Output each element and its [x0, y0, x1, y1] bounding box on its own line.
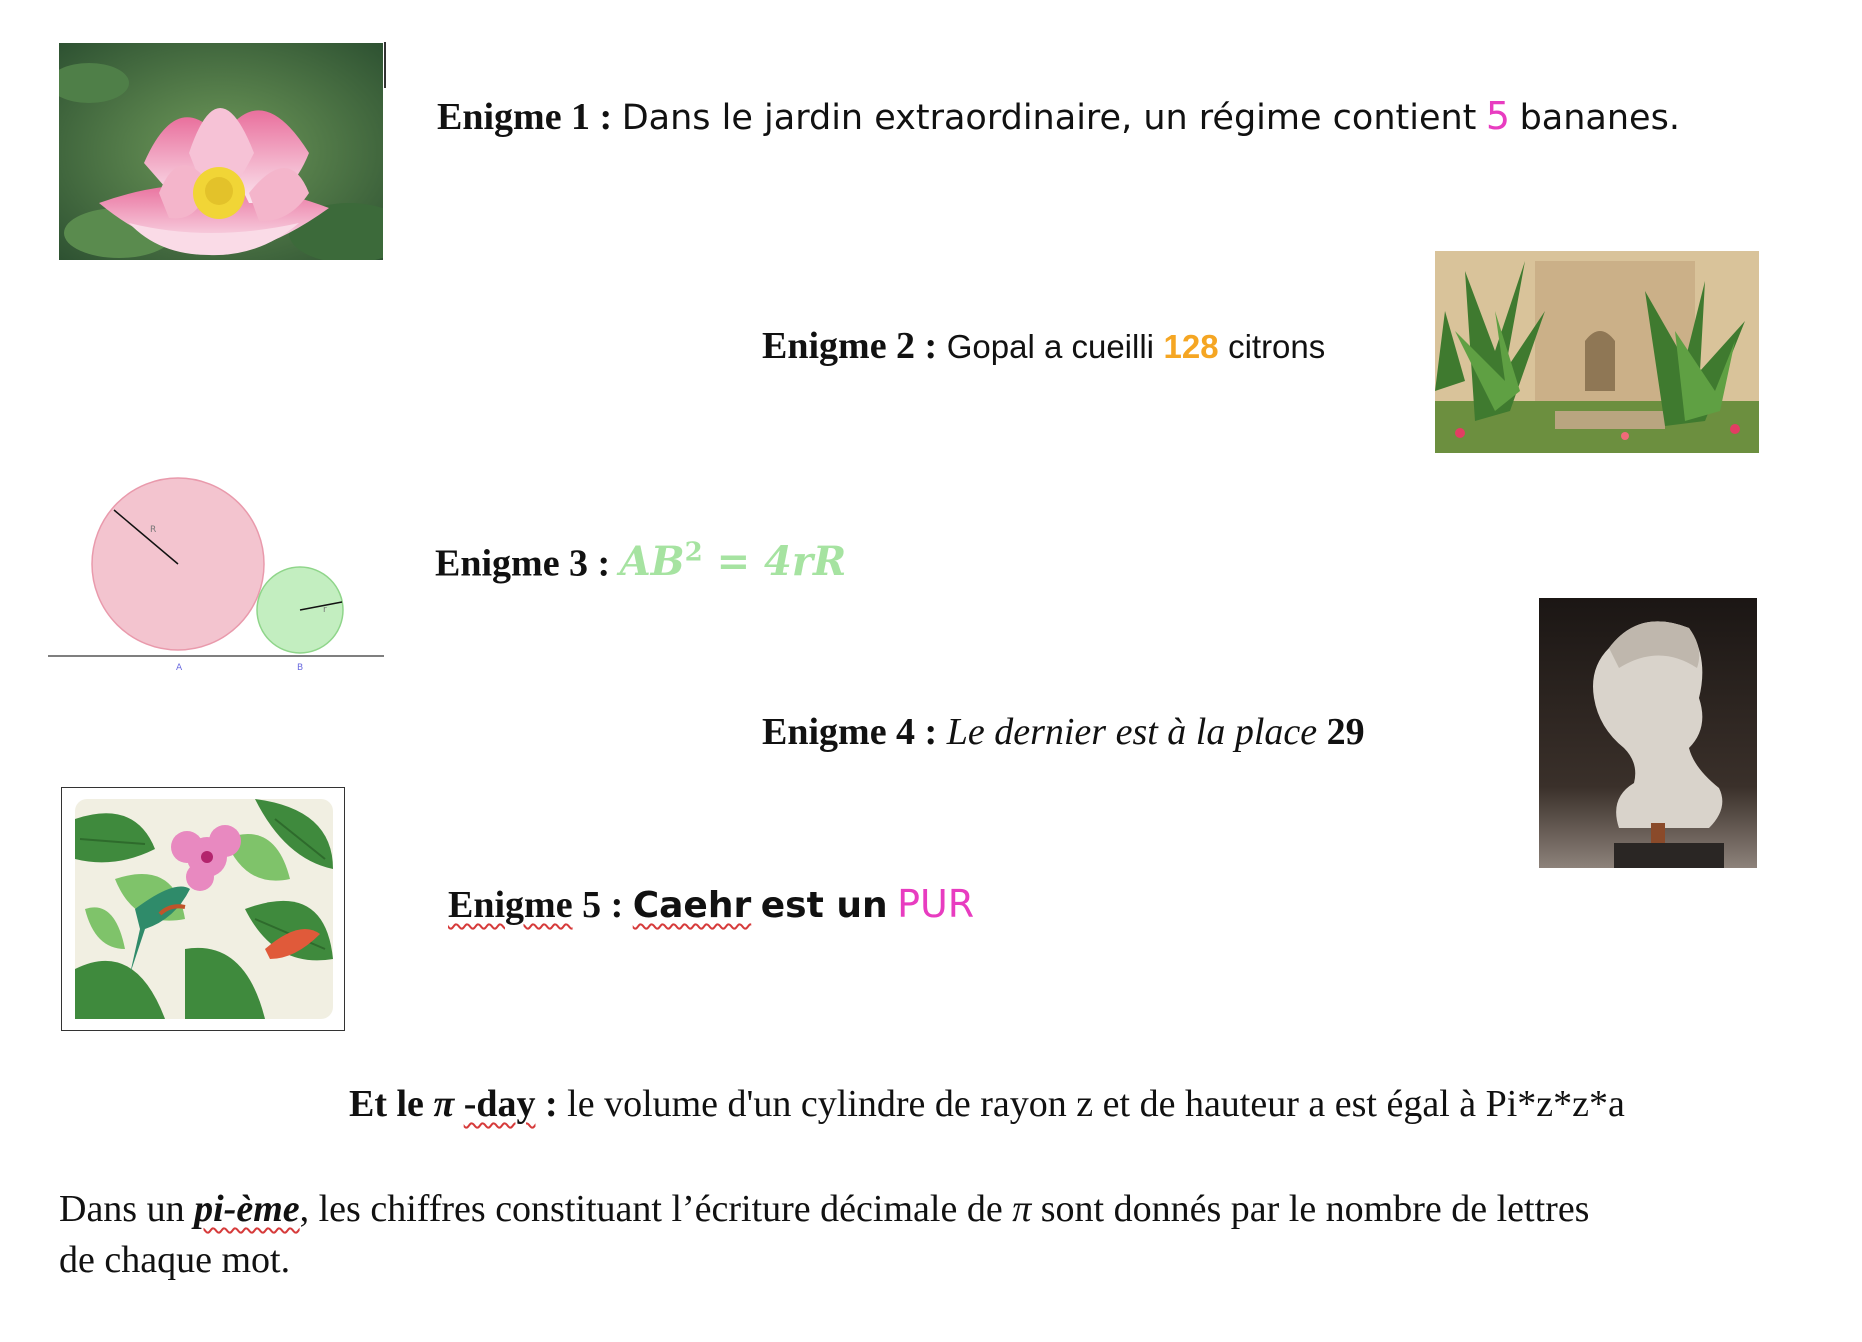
bust-image — [1539, 598, 1757, 868]
enigme-2-number: 128 — [1163, 328, 1219, 365]
enigme-5-text: est un — [760, 885, 888, 926]
enigme-5-label-word: Enigme — [448, 884, 573, 926]
enigme-3 — [435, 538, 846, 585]
enigme-1-label: Enigme 1 : — [437, 96, 613, 138]
pieme-term: pi-ème — [194, 1188, 300, 1230]
enigme-3-label: Enigme 3 : — [435, 542, 611, 585]
point-b-label: B — [297, 663, 304, 673]
formula-lhs: AB — [619, 538, 685, 586]
enigme-1 — [437, 94, 1680, 139]
enigme-5-highlight: PUR — [897, 882, 975, 926]
enigme-5 — [448, 882, 974, 927]
enigme-4-number: 29 — [1326, 711, 1365, 753]
pi-day-day: -day — [463, 1083, 536, 1125]
pi-symbol: π — [433, 1083, 455, 1125]
enigme-1-text: Dans le jardin extraordinaire, un régime contient — [621, 98, 1477, 138]
enigme-3-formula — [620, 538, 846, 585]
enigme-2-text: Gopal a cueilli — [946, 328, 1154, 365]
pi-day-colon: : — [544, 1083, 558, 1125]
enigme-4-text: Le dernier est à la place — [946, 711, 1318, 753]
small-radius-label: r — [323, 605, 327, 615]
enigme-2-text-after: citrons — [1228, 328, 1326, 365]
enigme-4 — [762, 710, 1365, 754]
pi-day-line — [349, 1082, 1625, 1126]
pi-day-text: le volume d'un cylindre de rayon z et de hauteur a est égal à Pi*z*z*a — [567, 1083, 1625, 1125]
tropical-image — [61, 787, 345, 1031]
enigme-1-text-after: bananes. — [1519, 98, 1680, 138]
formula-rhs: = 4rR — [716, 538, 847, 586]
pieme-after-pi: sont donnés par le nombre de lettres — [1040, 1188, 1590, 1230]
big-radius-label: R — [150, 525, 157, 535]
pieme-before: Dans un — [59, 1188, 185, 1230]
enigme-2 — [762, 324, 1325, 368]
lotus-image — [59, 43, 383, 260]
enigme-4-label: Enigme 4 : — [762, 711, 938, 753]
enigme-5-word: Caehr — [632, 885, 752, 926]
formula-exponent: 2 — [684, 538, 703, 568]
pi-day-prefix: Et le — [349, 1083, 424, 1125]
circles-figure — [48, 474, 384, 674]
pieme-pi-symbol: π — [1012, 1188, 1032, 1230]
pieme-line2: de chaque mot. — [59, 1239, 291, 1281]
enigme-2-label: Enigme 2 : — [762, 325, 938, 367]
garden-image — [1435, 251, 1759, 453]
text-cursor — [384, 42, 386, 88]
pieme-paragraph — [59, 1184, 1809, 1286]
enigme-5-label-number: 5 : — [582, 884, 624, 926]
pieme-after-comma: , les chiffres constituant l’écriture décimale de — [299, 1188, 1003, 1230]
point-a-label: A — [176, 663, 183, 673]
enigme-1-number: 5 — [1485, 94, 1511, 138]
